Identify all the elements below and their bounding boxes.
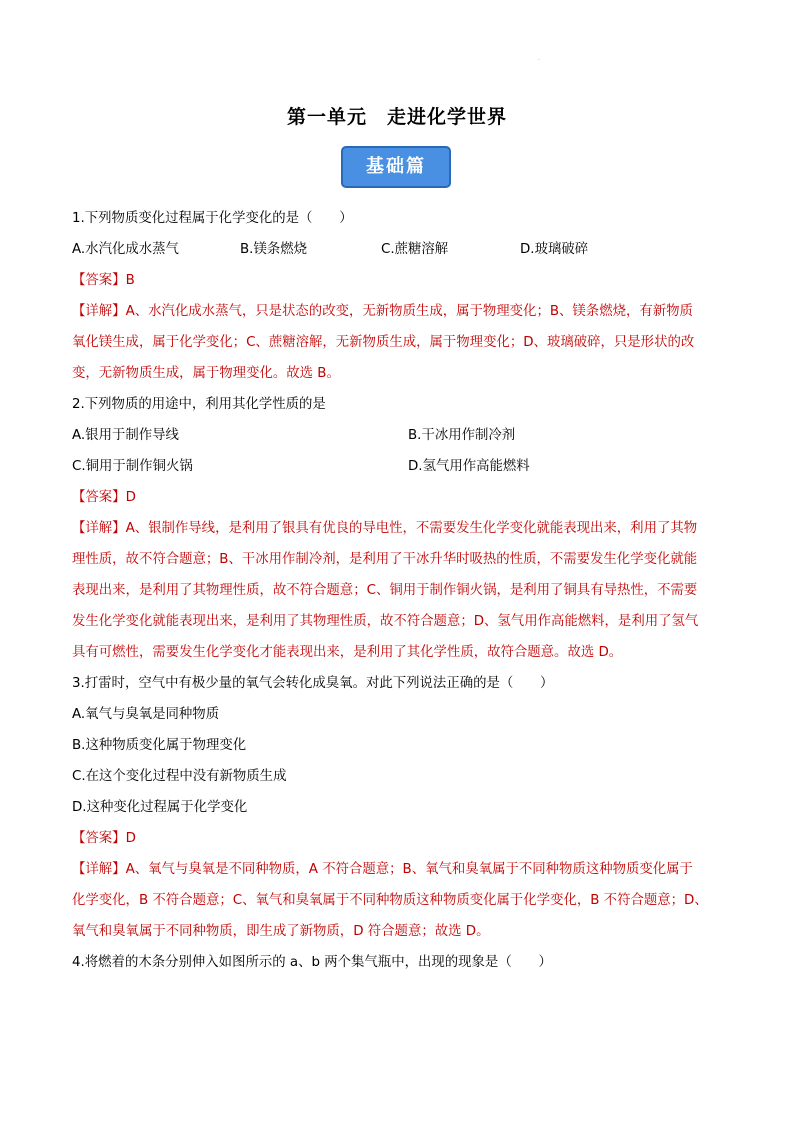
page-title: 第一单元 走进化学世界 — [286, 106, 507, 128]
options-row — [72, 234, 728, 265]
detail-line: 化学变化，B 不符合题意；C、氧气和臭氧属于不同种物质这种物质变化属于化学变化，B 不符合题意；D、 — [72, 893, 708, 908]
section-badge: 基础篇 — [341, 146, 451, 188]
option-d: D.这种变化过程属于化学变化 — [72, 800, 248, 815]
detail-line: 理性质，故不符合题意；B、干冰用作制冷剂，是利用了干冰升华时吸热的性质，不需要发生化学变化就能 — [72, 552, 698, 567]
answer-line — [72, 482, 728, 513]
detail-line: 氧化镁生成，属于化学变化；C、蔗糖溶解，无新物质生成，属于物理变化；D、玻璃破碎，只是形状的改 — [72, 335, 695, 350]
option-d: D.玻璃破碎 — [520, 242, 589, 257]
detail-line: 表现出来，是利用了其物理性质，故不符合题意；C、铜用于制作铜火锅，是利用了铜具有导热性，不需要 — [72, 583, 698, 598]
answer-line — [72, 265, 728, 296]
question-stem: 3.打雷时，空气中有极少量的氧气会转化成臭氧。对此下列说法正确的是（ ） — [72, 676, 554, 691]
detail-line — [72, 296, 728, 327]
detail-label: 【详解】 — [72, 304, 126, 319]
detail-text: A、水汽化成水蒸气，只是状态的改变，无新物质生成，属于物理变化；B、镁条燃烧，有新物质 — [125, 304, 693, 319]
question-2 — [72, 389, 728, 668]
detail-line: 氧气和臭氧属于不同种物质，即生成了新物质，D 符合题意；故选 D。 — [72, 924, 490, 939]
options-row — [72, 451, 728, 482]
option-a: A.氧气与臭氧是同种物质 — [72, 707, 220, 722]
option-c: C.铜用于制作铜火锅 — [72, 459, 193, 474]
question-stem: 1.下列物质变化过程属于化学变化的是（ ） — [72, 211, 353, 226]
answer-value: B — [125, 273, 135, 288]
detail-label: 【详解】 — [72, 521, 126, 536]
option-a: A.水汽化成水蒸气 — [72, 242, 179, 257]
option-c: C.蔗糖溶解 — [381, 242, 449, 257]
options-row — [72, 420, 728, 451]
question-stem: 4.将燃着的木条分别伸入如图所示的 a、b 两个集气瓶中，出现的现象是（ ） — [72, 955, 552, 970]
detail-line: 变，无新物质生成，属于物理变化。故选 B。 — [72, 366, 340, 381]
answer-line — [72, 823, 728, 854]
question-stem: 2.下列物质的用途中，利用其化学性质的是 — [72, 397, 326, 412]
detail-label: 【详解】 — [72, 862, 126, 877]
option-b: B.镁条燃烧 — [240, 242, 308, 257]
answer-value: D — [125, 490, 136, 505]
detail-line: 具有可燃性，需要发生化学变化才能表现出来，是利用了其化学性质，故符合题意。故选 D。 — [72, 645, 623, 660]
option-b: B.这种物质变化属于物理变化 — [72, 738, 247, 753]
detail-line: 发生化学变化就能表现出来，是利用了其物理性质，故不符合题意；D、氢气用作高能燃料，是利用了氢气 — [72, 614, 699, 629]
detail-line — [72, 854, 728, 885]
detail-text: A、氧气与臭氧是不同种物质，A 不符合题意；B、氧气和臭氧属于不同种物质这种物质变化属于 — [125, 862, 693, 877]
questions-content — [72, 203, 728, 978]
answer-label: 【答案】 — [72, 490, 126, 505]
answer-label: 【答案】 — [72, 831, 126, 846]
option-d: D.氢气用作高能燃料 — [408, 459, 530, 474]
option-a: A.银用于制作导线 — [72, 428, 179, 443]
option-b: B.干冰用作制冷剂 — [408, 428, 516, 443]
page-mark: · — [538, 57, 540, 64]
question-1 — [72, 203, 728, 389]
option-c: C.在这个变化过程中没有新物质生成 — [72, 769, 287, 784]
detail-text: A、银制作导线，是利用了银具有优良的导电性，不需要发生化学变化就能表现出来，利用了其物 — [125, 521, 698, 536]
question-4 — [72, 947, 728, 978]
answer-label: 【答案】 — [72, 273, 126, 288]
question-3 — [72, 668, 728, 947]
detail-line — [72, 513, 728, 544]
answer-value: D — [125, 831, 136, 846]
